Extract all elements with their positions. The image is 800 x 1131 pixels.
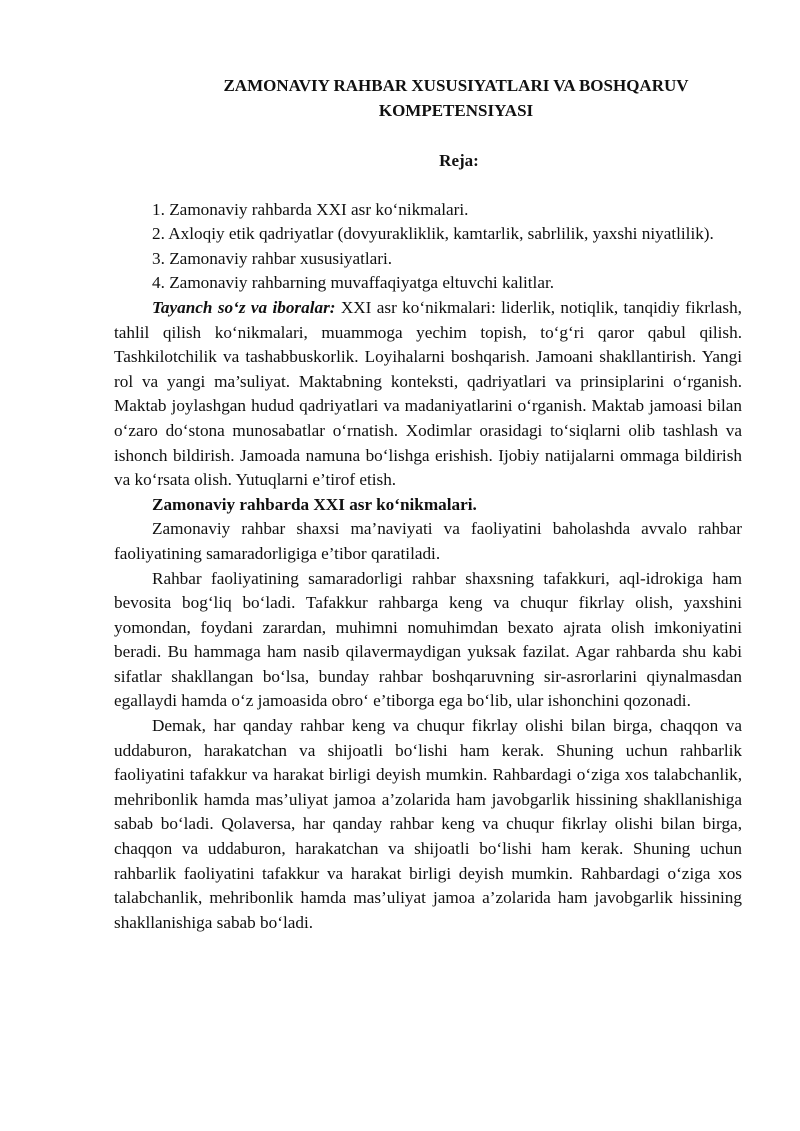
plan-item-1: 1. Zamonaviy rahbarda XXI asr ko‘nikmalari.: [152, 199, 469, 219]
body-paragraph-2: Rahbar faoliyatining samaradorligi rahbar shaxsning tafakkuri, aql-idrokiga ham bevosita bog‘liq bo‘ladi. Tafakkur rahbarga keng va chuqur fikrlay olish, yaxshini yomondan, foydani zarardan, muhimni nomuhimdan bexato ajrata olish imkoniyatini beradi. Bu hammaga ham nasib qilavermaydigan yuksak fazilat. Agar rahbarda shu kabi sifatlar shakllangan bo‘lsa, bunday rahbar boshqaruvning sir-asrorlarini qiynalmasdan egallaydi hamda o‘z jamoasida obro‘ e’tiborga ega bo‘lib, ular ishonchini qozonadi.: [114, 568, 742, 711]
keywords-label: Tayanch so‘z va iboralar:: [152, 297, 336, 317]
section-heading: Zamonaviy rahbarda XXI asr ko‘nikmalari.: [152, 494, 477, 514]
body-paragraph-1: Zamonaviy rahbar shaxsi ma’naviyati va faoliyatini baholashda avvalo rahbar faoliyatining samaradorligiga e’tibor qaratiladi.: [114, 519, 742, 563]
document-title: [114, 74, 742, 123]
plan-item-2: 2. Axloqiy etik qadriyatlar (dovyurakliklik, kamtarlik, sabrlilik, yaxshi niyatlilik).: [152, 224, 714, 244]
plan-item-4: 4. Zamonaviy rahbarning muvaffaqiyatga eltuvchi kalitlar.: [152, 273, 555, 293]
keywords-paragraph: [114, 296, 742, 493]
plan-heading: Reja:: [439, 151, 479, 170]
plan-item-3: 3. Zamonaviy rahbar xususiyatlari.: [152, 248, 393, 268]
title-line-2: KOMPETENSIYASI: [378, 100, 534, 120]
keywords-text: XXI asr ko‘nikmalari: liderlik, notiqlik, tanqidiy fikrlash, tahlil qilish ko‘nikmalari, muammoga yechim topish, to‘g‘ri qaror qabul qilish. Tashkilotchilik va tashabbuskorlik. Loyihalarni boshqarish. Jamoani shakllantirish. Yangi rol va yangi ma’suliyat. Maktabning konteksti, qadriyatlari va prinsiplarini o‘rganish. Maktab joylashgan hudud qadriyatlari va madaniyatlarini o‘rganish. Maktab jamoasi bilan o‘zaro do‘stona munosabatlar o‘rnatish. Xodimlar orasidagi to‘siqlarni olib tashlash va ishonch bildirish. Jamoada namuna bo‘lishga erishish. Ijobiy natijalarni ommaga bildirish va ko‘rsata olish. Yutuqlarni e’tirof etish.: [114, 297, 742, 490]
body-paragraph-3: Demak, har qanday rahbar keng va chuqur fikrlay olishi bilan birga, chaqqon va uddaburon, harakatchan va shijoatli bo‘lishi ham kerak. Shuning uchun rahbarlik faoliyatini tafakkur va harakat birligi deyish mumkin. Rahbardagi o‘ziga xos talabchanlik, mehribonlik hamda mas’uliyat jamoa a’zolarida ham javobgarlik hissining shakllanishiga sabab bo‘ladi. Qolaversa, har qanday rahbar keng va chuqur fikrlay olishi bilan birga, chaqqon va uddaburon, harakatchan va shijoatli bo‘lishi ham kerak. Shuning uchun rahbarlik faoliyatini tafakkur va harakat birligi deyish mumkin. Rahbardagi o‘ziga xos talabchanlik, mehribonlik hamda mas’uliyat jamoa a’zolarida ham javobgarlik hissining shakllanishiga sabab bo‘ladi.: [114, 716, 742, 932]
document-page: [114, 74, 742, 935]
title-line-1: ZAMONAVIY RAHBAR XUSUSIYATLARI VA BOSHQARUV: [223, 76, 689, 95]
